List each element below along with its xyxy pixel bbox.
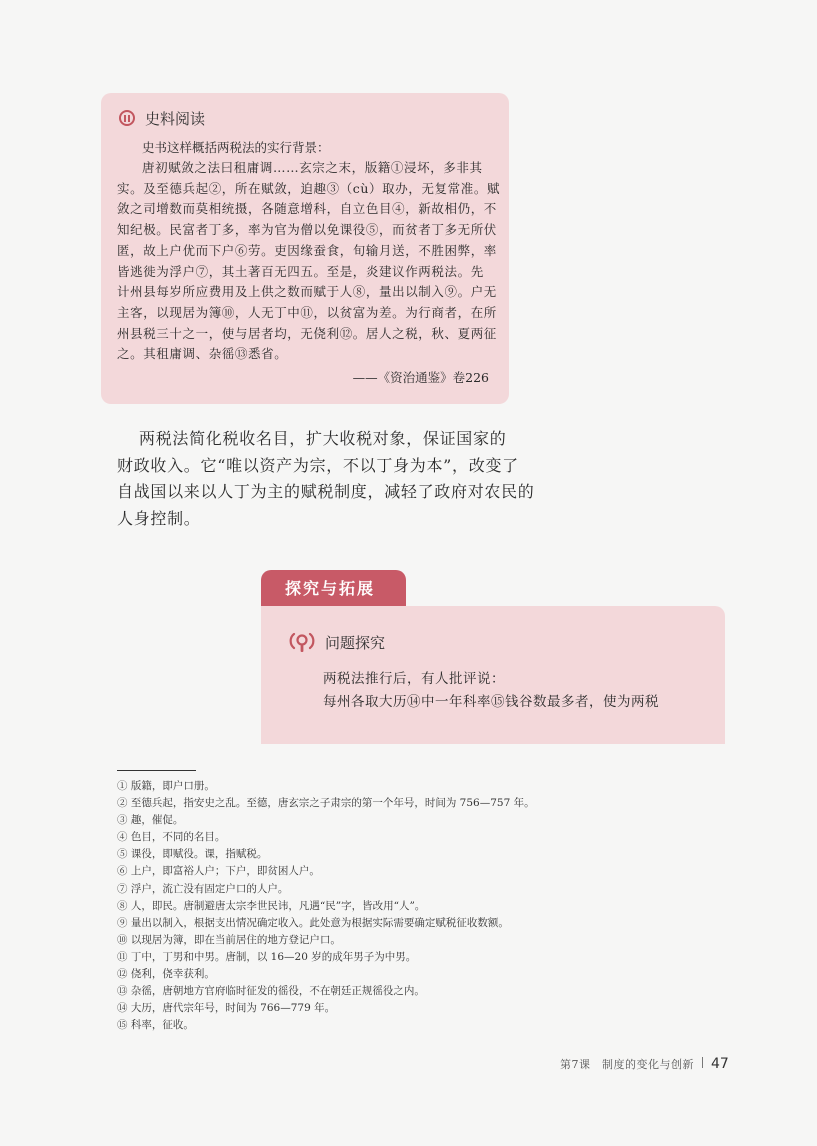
reading-line: 主客，以现居为簿⑩，人无丁中⑪，以贫富为差。为行商者，在所: [117, 304, 497, 320]
footnote: ① 版籍，即户口册。: [117, 780, 215, 792]
footnote: ⑤ 课役，即赋役。课，指赋税。: [117, 848, 268, 861]
reading-title: 史料阅读: [145, 109, 206, 128]
reading-intro: 史书这样概括两税法的实行背景：: [142, 140, 330, 155]
reading-text: [117, 158, 501, 365]
body-line: 两税法简化税收名目，扩大收税对象，保证国家的: [139, 429, 507, 448]
reading-line: 皆逃徙为浮户⑦，其土著百无四五。至是，炎建议作两税法。先: [117, 263, 484, 279]
reading-line: 匿，故上户优而下户⑥劳。吏因缘蚕食，旬输月送，不胜困弊，率: [117, 242, 497, 258]
footnote: ⑩ 以现居为簿，即在当前居住的地方登记户口。: [117, 933, 341, 946]
footnote: ④ 色目，不同的名目。: [117, 831, 226, 844]
explore-box: [261, 606, 725, 744]
body-line: 人身控制。: [117, 508, 201, 528]
reading-header: [117, 107, 493, 129]
explore-tab: 探究与拓展: [261, 570, 406, 607]
body-paragraph: [117, 426, 535, 532]
body-line: 自战国以来以人丁为主的赋税制度，减轻了政府对农民的: [117, 482, 535, 501]
footnote: ⑮ 科率，征收。: [117, 1019, 194, 1032]
footnote-divider: [117, 770, 196, 771]
explore-line: 每州各取大历⑭中一年科率⑮钱谷数最多者，使为两税: [323, 694, 659, 710]
footnote: ② 至德兵起，指安史之乱。至德，唐玄宗之子肃宗的第一个年号，时间为 756—757 年。: [117, 797, 535, 810]
reading-line: 知纪极。民富者丁多，率为官为僧以免课役⑤，而贫者丁多无所伏: [117, 222, 497, 238]
footnote: ⑧ 人，即民。唐制避唐太宗李世民讳，凡遇“民”字，皆改用“人”。: [117, 899, 426, 912]
reading-line: 唐初赋敛之法曰租庸调……玄宗之末，版籍①浸坏，多非其: [142, 160, 483, 175]
reading-line: 计州县每岁所应费用及上供之数而赋于人⑧，量出以制入⑨。户无: [117, 284, 497, 300]
footnote: ⑭ 大历，唐代宗年号，时间为 766—779 年。: [117, 1002, 336, 1015]
footnote: ③ 趣，催促。: [117, 814, 184, 827]
page-footer: [560, 1056, 729, 1072]
footnote: ⑨ 量出以制入，根据支出情况确定收入。此处意为根据实际需要确定赋税征收数额。: [117, 916, 509, 929]
footnote: ⑦ 浮户，流亡没有固定户口的人户。: [117, 882, 289, 895]
explore-header: [289, 630, 725, 654]
body-line: 财政收入。它“唯以资产为宗，不以丁身为本”，改变了: [117, 455, 519, 475]
reading-source: ——《资治通鉴》卷226: [352, 370, 489, 386]
footnote: ⑫ 侥利，侥幸获利。: [117, 968, 215, 981]
chapter-title: 第7课 制度的变化与创新: [560, 1058, 694, 1071]
reading-line: 实。及至德兵起②，所在赋敛，迫趣③（cù）取办，无复常准。赋: [117, 180, 501, 196]
footer-separator: [702, 1057, 703, 1068]
footnote: ⑬ 杂徭，唐朝地方官府临时征发的徭役，不在朝廷正规徭役之内。: [117, 985, 425, 998]
reading-line: 之。其租庸调、杂徭⑬悉省。: [117, 346, 288, 362]
reading-line: 敛之司增数而莫相统摄，各随意增科，自立色目④，新故相仍，不: [117, 201, 497, 217]
explore-line: 两税法推行后，有人批评说：: [323, 671, 505, 687]
footnote: ⑥ 上户，即富裕人户；下户，即贫困人户。: [117, 865, 320, 878]
footnote: ⑪ 丁中，丁男和中男。唐制，以 16—20 岁的成年男子为中男。: [117, 950, 417, 963]
reading-icon: [119, 110, 135, 126]
page-number: 47: [711, 1056, 729, 1072]
explore-title: 问题探究: [325, 633, 386, 652]
historical-reading-box: [101, 93, 509, 404]
footnotes: [117, 778, 677, 1034]
question-explore-icon: [289, 630, 315, 654]
reading-line: 州县税三十之一，使与居者均，无侥利⑫。居人之税，秋、夏两征: [117, 325, 497, 341]
